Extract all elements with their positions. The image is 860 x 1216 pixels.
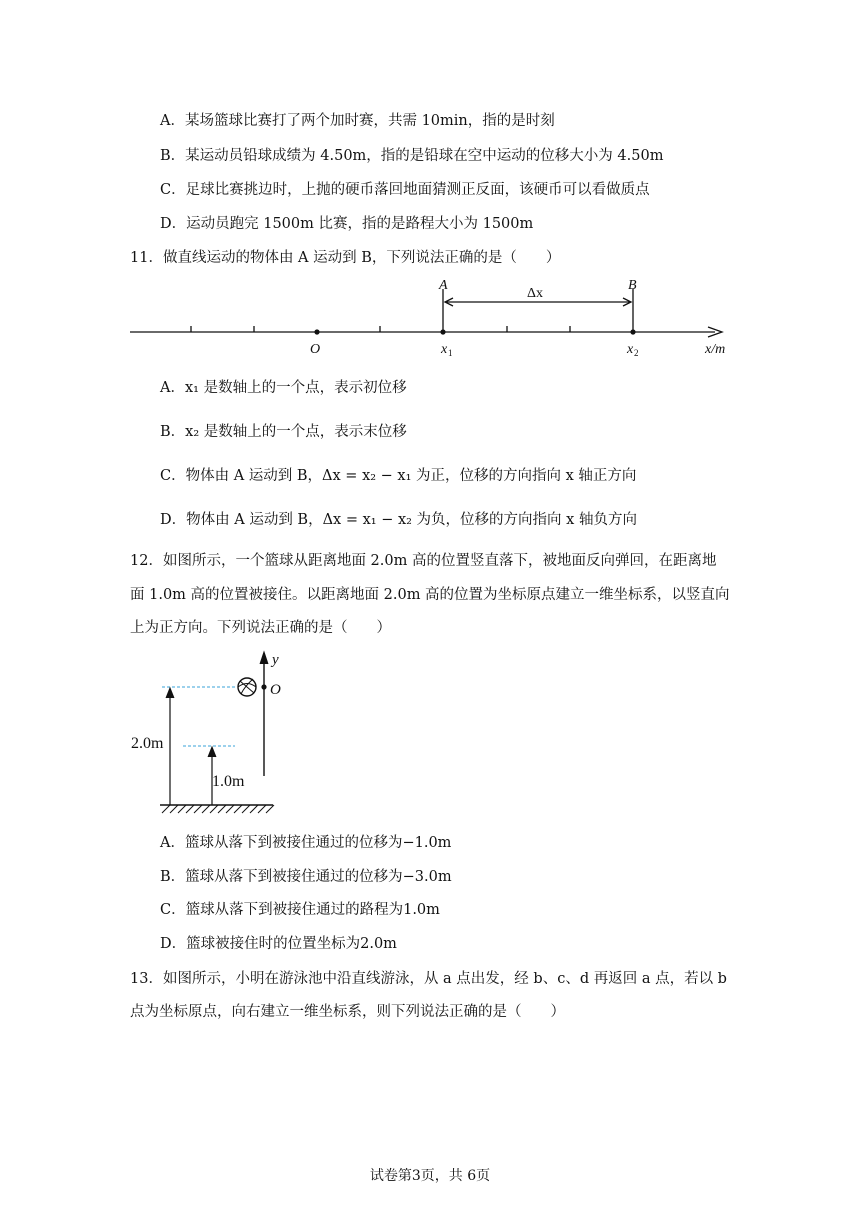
q12-stem-line-1: 12．如图所示，一个篮球从距离地面 2.0m 高的位置竖直落下，被地面反向弹回，在距离地 <box>130 553 717 569</box>
q10-option-c: C．足球比赛挑边时，上抛的硬币落回地面猜测正反面，该硬币可以看做质点 <box>160 182 650 198</box>
q12-option-d: D．篮球被接住时的位置坐标为2.0m <box>160 936 397 952</box>
label-a: A <box>439 278 448 293</box>
label-y-axis: y <box>272 652 279 668</box>
label-origin: O <box>310 342 321 357</box>
page-footer: 试卷第3页，共 6页 <box>369 1168 491 1184</box>
q11-number-line-figure <box>0 275 860 358</box>
label-x1-sub: 1 <box>448 348 453 358</box>
label-x2-sub: 2 <box>634 348 639 358</box>
q13-stem-line-2: 点为坐标原点，向右建立一维坐标系，则下列说法正确的是（ ） <box>130 1004 565 1020</box>
label-x1: x <box>441 342 448 357</box>
q12-option-a: A．篮球从落下到被接住通过的位移为−1.0m <box>160 835 452 851</box>
label-b: B <box>628 278 637 293</box>
label-delta-x: Δx <box>527 286 544 301</box>
basketball-icon <box>238 678 256 696</box>
q13-stem-line-1: 13．如图所示，小明在游泳池中沿直线游泳，从 a 点出发，经 b、c、d 再返回 a 点，若以 b <box>130 971 727 987</box>
q12-option-c: C．篮球从落下到被接住通过的路程为1.0m <box>160 902 440 918</box>
q10-option-a: A．某场篮球比赛打了两个加时赛，共需 10min，指的是时刻 <box>160 113 555 129</box>
q12-basketball-figure <box>125 648 425 818</box>
label-2-0m: 2.0m <box>131 735 164 752</box>
q12-option-b: B．篮球从落下到被接住通过的位移为−3.0m <box>160 869 452 885</box>
q11-stem: 11．做直线运动的物体由 A 运动到 B，下列说法正确的是（ ） <box>130 250 561 266</box>
label-x2: x <box>627 342 634 357</box>
q10-option-b: B．某运动员铅球成绩为 4.50m，指的是铅球在空中运动的位移大小为 4.50m <box>160 148 664 164</box>
q12-stem-line-3: 上为正方向。下列说法正确的是（ ） <box>130 620 391 636</box>
label-1-0m: 1.0m <box>212 773 245 790</box>
q11-option-a: A．x₁ 是数轴上的一个点，表示初位移 <box>160 380 407 396</box>
q12-stem-line-2: 面 1.0m 高的位置被接住。以距离地面 2.0m 高的位置为坐标原点建立一维坐标系，以竖直向 <box>130 587 730 603</box>
label-axis-unit: x/m <box>705 342 726 357</box>
q11-option-b: B．x₂ 是数轴上的一个点，表示末位移 <box>160 424 407 440</box>
q10-option-d: D．运动员跑完 1500m 比赛，指的是路程大小为 1500m <box>160 216 534 232</box>
q11-option-d: D．物体由 A 运动到 B，Δx = x₁ − x₂ 为负，位移的方向指向 x 轴负方向 <box>160 512 637 528</box>
q11-option-c: C．物体由 A 运动到 B，Δx = x₂ − x₁ 为正，位移的方向指向 x 轴正方向 <box>160 468 637 484</box>
label-origin-o: O <box>270 682 281 698</box>
